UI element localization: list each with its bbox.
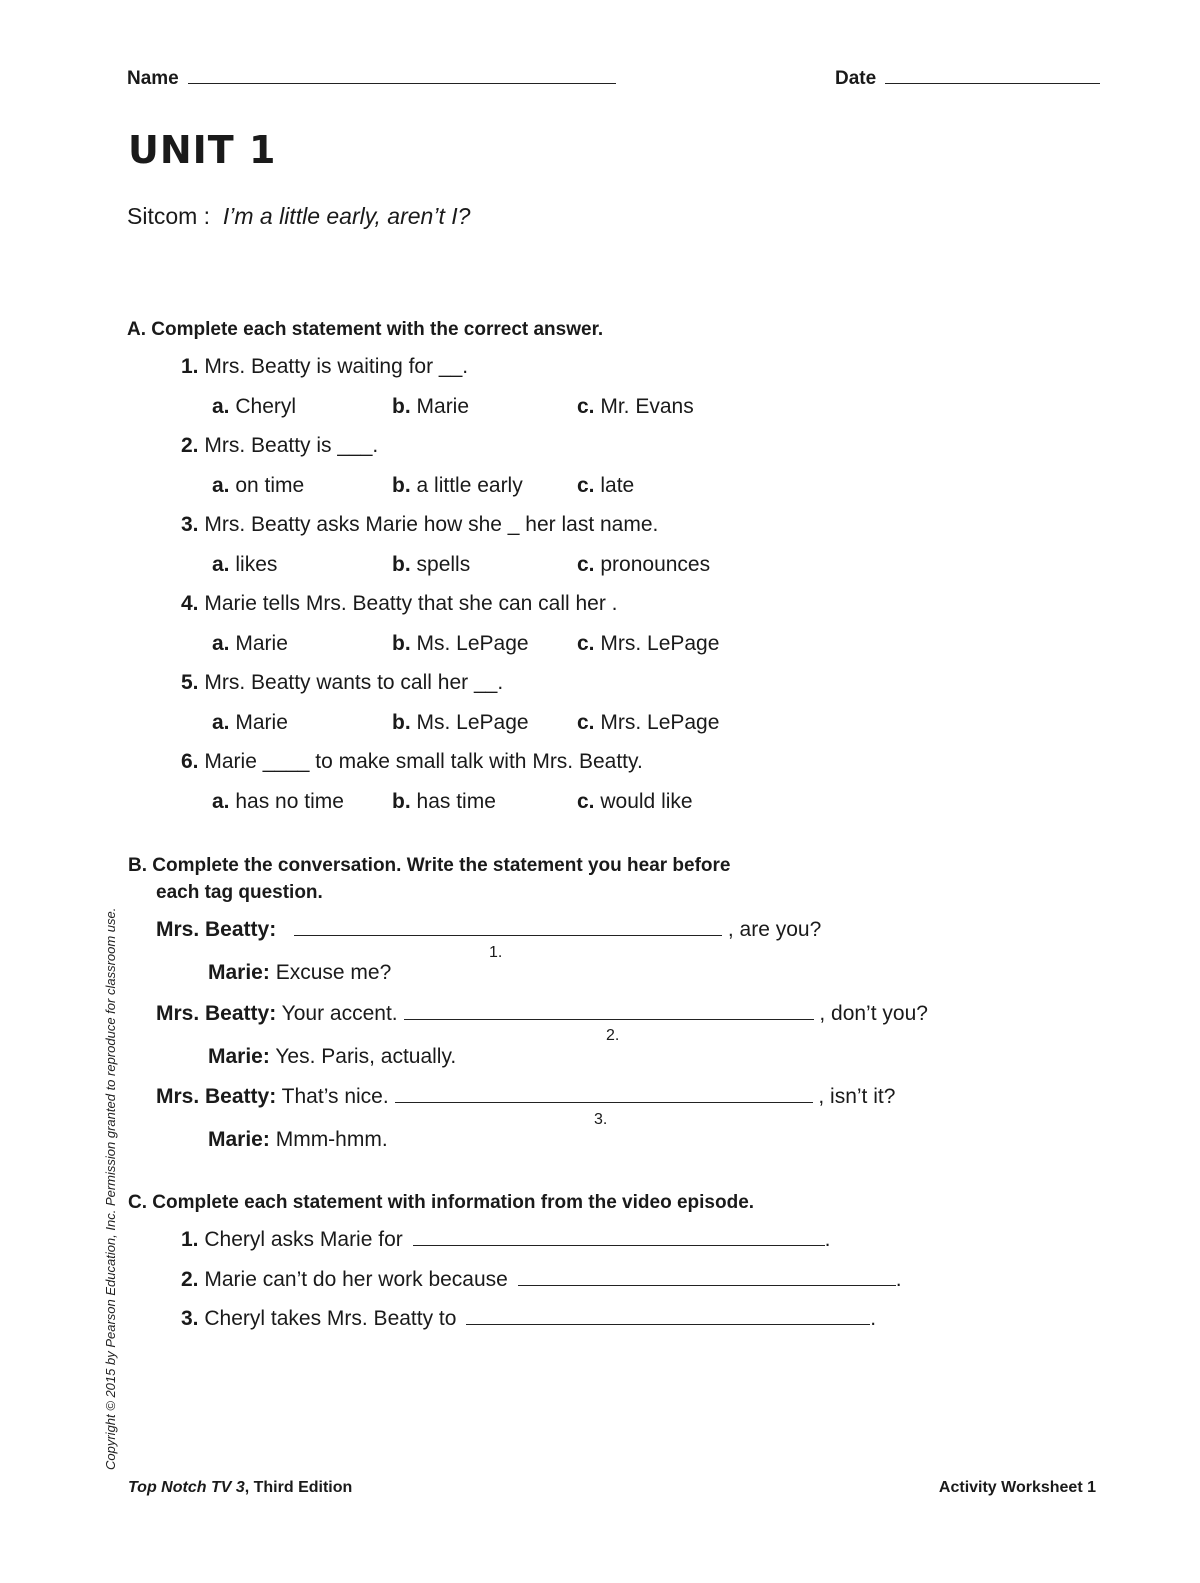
answer-option[interactable] bbox=[392, 474, 523, 498]
speaker-label: Mrs. Beatty: bbox=[156, 918, 277, 941]
option-letter: c. bbox=[577, 632, 595, 655]
tag-question: , don’t you? bbox=[819, 1002, 928, 1025]
sitcom-title bbox=[127, 200, 547, 232]
option-letter: a. bbox=[212, 711, 230, 734]
option-letter: c. bbox=[577, 395, 595, 418]
item-end: . bbox=[895, 1268, 902, 1291]
question-1 bbox=[181, 355, 468, 379]
option-letter: b. bbox=[392, 711, 411, 734]
answer-option[interactable] bbox=[212, 553, 277, 577]
option-letter: a. bbox=[212, 553, 230, 576]
option-text: pronounces bbox=[600, 553, 711, 576]
question-6 bbox=[181, 750, 643, 774]
tag-question: , isn’t it? bbox=[818, 1085, 896, 1108]
answer-option[interactable] bbox=[577, 711, 719, 735]
answer-option[interactable] bbox=[392, 711, 529, 735]
answer-option[interactable] bbox=[212, 474, 304, 498]
conversation-line-4 bbox=[208, 1045, 456, 1069]
option-letter: b. bbox=[392, 632, 411, 655]
name-line[interactable] bbox=[188, 83, 616, 84]
option-text: likes bbox=[235, 553, 278, 576]
sitcom-episode: I’m a little early, aren’t I? bbox=[222, 203, 471, 229]
option-letter: c. bbox=[577, 474, 595, 497]
answer-blank-c2[interactable] bbox=[518, 1285, 896, 1286]
blank-number-2: 2. bbox=[606, 1027, 620, 1044]
option-letter: b. bbox=[392, 474, 411, 497]
speaker-label: Marie: bbox=[208, 961, 270, 984]
option-letter: b. bbox=[392, 790, 411, 813]
date-label: Date bbox=[835, 68, 877, 89]
footer-book-title bbox=[128, 1479, 352, 1497]
section-c-item-2 bbox=[181, 1268, 902, 1292]
conversation-text: Excuse me? bbox=[275, 961, 392, 984]
option-text: Ms. LePage bbox=[416, 632, 529, 655]
answer-option[interactable] bbox=[212, 395, 296, 419]
question-number: 2. bbox=[181, 434, 199, 457]
speaker-label: Marie: bbox=[208, 1128, 270, 1151]
speaker-label: Marie: bbox=[208, 1045, 270, 1068]
date-field bbox=[835, 68, 1100, 90]
option-letter: b. bbox=[392, 553, 411, 576]
answer-option[interactable] bbox=[392, 553, 470, 577]
question-4 bbox=[181, 592, 618, 616]
answer-option[interactable] bbox=[392, 395, 469, 419]
option-text: has time bbox=[416, 790, 496, 813]
footer-worksheet-label: Activity Worksheet 1 bbox=[938, 1479, 1096, 1496]
copyright-sidebar: Copyright © 2015 by Pearson Education, Inc. Permission granted to reproduce for classroom use. bbox=[103, 907, 118, 1470]
answer-blank-3[interactable] bbox=[395, 1102, 813, 1103]
conversation-text: Yes. Paris, actually. bbox=[275, 1045, 457, 1068]
option-text: Ms. LePage bbox=[416, 711, 529, 734]
section-a-heading: A. Complete each statement with the correct answer. bbox=[127, 319, 604, 340]
section-b-heading-line1: B. Complete the conversation. Write the statement you hear before bbox=[128, 855, 731, 876]
question-text: Marie ____ to make small talk with Mrs. Beatty. bbox=[204, 750, 643, 773]
name-label: Name bbox=[127, 68, 179, 89]
option-text: Marie bbox=[235, 632, 288, 655]
conversation-pre: That’s nice. bbox=[281, 1085, 389, 1108]
option-text: Mrs. LePage bbox=[600, 711, 720, 734]
answer-option[interactable] bbox=[212, 790, 344, 814]
question-text: Marie tells Mrs. Beatty that she can call her . bbox=[204, 592, 618, 615]
item-text: Cheryl asks Marie for bbox=[204, 1228, 403, 1251]
conversation-line-1 bbox=[156, 918, 821, 942]
conversation-text: Mmm-hmm. bbox=[275, 1128, 388, 1151]
section-c-item-3 bbox=[181, 1307, 876, 1331]
answer-option[interactable] bbox=[392, 632, 529, 656]
footer-edition: , Third Edition bbox=[244, 1479, 353, 1496]
conversation-line-2 bbox=[208, 961, 391, 985]
question-text: Mrs. Beatty wants to call her __. bbox=[204, 671, 504, 694]
tag-question: , are you? bbox=[727, 918, 822, 941]
option-text: Mr. Evans bbox=[600, 395, 694, 418]
question-number: 1. bbox=[181, 355, 199, 378]
speaker-label: Mrs. Beatty: bbox=[156, 1002, 277, 1025]
section-c-item-1 bbox=[181, 1228, 830, 1252]
question-number: 6. bbox=[181, 750, 199, 773]
option-text: Mrs. LePage bbox=[600, 632, 720, 655]
option-letter: c. bbox=[577, 790, 595, 813]
answer-option[interactable] bbox=[577, 395, 694, 419]
option-text: Cheryl bbox=[235, 395, 297, 418]
section-c-heading: C. Complete each statement with information from the video episode. bbox=[128, 1192, 755, 1213]
footer-book-name: Top Notch TV 3 bbox=[128, 1479, 245, 1496]
option-letter: a. bbox=[212, 474, 230, 497]
question-text: Mrs. Beatty is ___. bbox=[204, 434, 379, 457]
option-text: would like bbox=[600, 790, 693, 813]
option-text: on time bbox=[235, 474, 305, 497]
option-text: a little early bbox=[416, 474, 523, 497]
option-letter: a. bbox=[212, 632, 230, 655]
option-text: spells bbox=[416, 553, 471, 576]
item-number: 1. bbox=[181, 1228, 199, 1251]
question-text: Mrs. Beatty asks Marie how she _ her last name. bbox=[204, 513, 659, 536]
item-end: . bbox=[824, 1228, 831, 1251]
question-5 bbox=[181, 671, 503, 695]
question-text: Mrs. Beatty is waiting for __. bbox=[204, 355, 469, 378]
option-letter: a. bbox=[212, 395, 230, 418]
page-title: UNIT 1 bbox=[128, 128, 277, 172]
option-text: Marie bbox=[235, 711, 288, 734]
answer-option[interactable] bbox=[577, 474, 634, 498]
answer-blank-2[interactable] bbox=[404, 1019, 814, 1020]
answer-blank-c3[interactable] bbox=[466, 1324, 870, 1325]
answer-option[interactable] bbox=[212, 632, 288, 656]
option-text: Marie bbox=[416, 395, 470, 418]
option-text: late bbox=[600, 474, 635, 497]
question-number: 3. bbox=[181, 513, 199, 536]
answer-option[interactable] bbox=[577, 632, 719, 656]
name-field bbox=[127, 68, 616, 90]
conversation-line-3 bbox=[156, 1002, 928, 1026]
answer-option[interactable] bbox=[577, 790, 693, 814]
date-line[interactable] bbox=[885, 83, 1100, 84]
item-text: Cheryl takes Mrs. Beatty to bbox=[204, 1307, 457, 1330]
option-letter: b. bbox=[392, 395, 411, 418]
item-number: 2. bbox=[181, 1268, 199, 1291]
sitcom-label: Sitcom : bbox=[127, 203, 211, 229]
option-letter: a. bbox=[212, 790, 230, 813]
item-end: . bbox=[870, 1307, 877, 1330]
conversation-line-6 bbox=[208, 1128, 388, 1152]
answer-option[interactable] bbox=[577, 553, 710, 577]
blank-number-3: 3. bbox=[594, 1111, 608, 1128]
section-b-heading bbox=[128, 852, 731, 906]
item-text: Marie can’t do her work because bbox=[204, 1268, 508, 1291]
option-letter: c. bbox=[577, 711, 595, 734]
question-2 bbox=[181, 434, 378, 458]
answer-option[interactable] bbox=[392, 790, 496, 814]
speaker-label: Mrs. Beatty: bbox=[156, 1085, 277, 1108]
question-3 bbox=[181, 513, 658, 537]
option-text: has no time bbox=[235, 790, 344, 813]
question-number: 4. bbox=[181, 592, 199, 615]
blank-number-1: 1. bbox=[489, 944, 503, 961]
item-number: 3. bbox=[181, 1307, 199, 1330]
conversation-line-5 bbox=[156, 1085, 895, 1109]
answer-blank-1[interactable] bbox=[294, 935, 722, 936]
section-b-heading-line2: each tag question. bbox=[156, 882, 323, 903]
answer-option[interactable] bbox=[212, 711, 288, 735]
answer-blank-c1[interactable] bbox=[413, 1245, 825, 1246]
option-letter: c. bbox=[577, 553, 595, 576]
conversation-pre: Your accent. bbox=[281, 1002, 398, 1025]
question-number: 5. bbox=[181, 671, 199, 694]
